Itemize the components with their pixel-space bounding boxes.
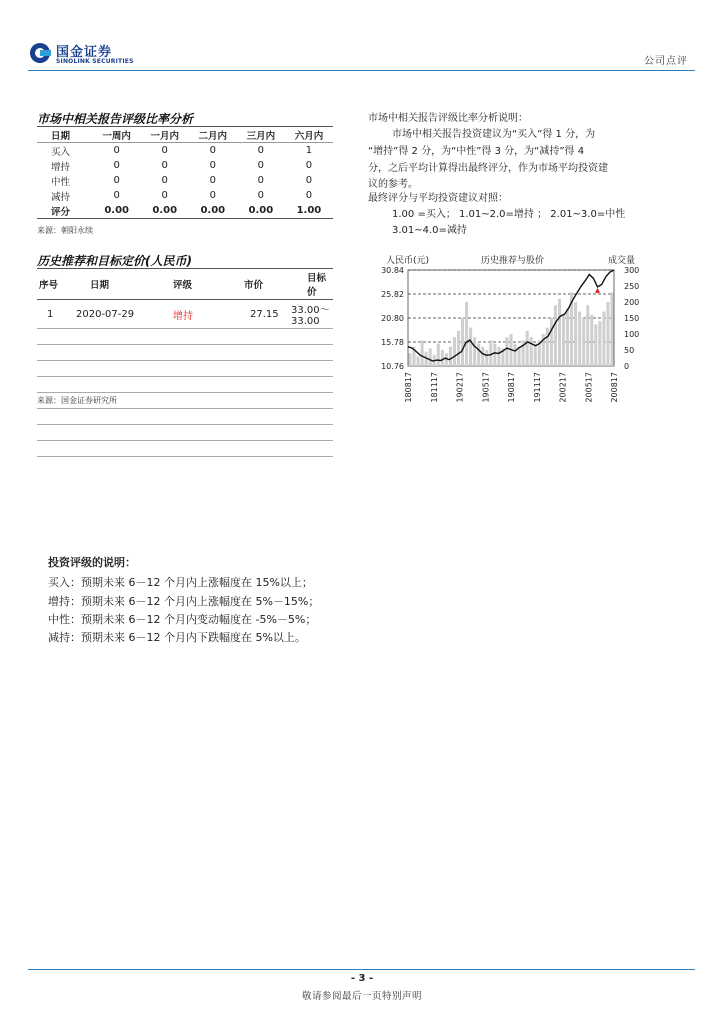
table-cell: 0 (161, 190, 168, 201)
row-label: 评分 (37, 203, 93, 219)
volume-bar (586, 305, 589, 366)
table-cell: 0 (305, 190, 313, 201)
volume-bar (489, 340, 492, 366)
table-cell: 0 (161, 160, 168, 171)
volume-bar (437, 344, 440, 366)
explanation-line: 1.00 =买入； 1.01~2.0=增持 ； 2.01~3.0=中性 (392, 209, 626, 220)
table-cell: 0 (113, 190, 120, 201)
table-cell: 0 (209, 190, 216, 201)
column-header: 日期 (76, 269, 157, 300)
footer-divider (28, 969, 695, 970)
table-cell: 0 (305, 160, 313, 171)
chart-ylabel-right: 成交量 (608, 256, 636, 266)
left-tick-label: 15.78 (381, 338, 404, 347)
volume-bar (493, 344, 496, 366)
rating-cell: 增持 (157, 300, 234, 329)
x-tick-label: 180817 (404, 372, 413, 403)
x-tick-label: 191117 (532, 372, 542, 403)
right-tick-label: 300 (624, 266, 640, 275)
volume-bar (421, 340, 424, 366)
table-row (37, 441, 333, 457)
volume-bar (465, 302, 468, 366)
explanation-heading: 市场中相关报告评级比率分析说明： (368, 113, 528, 124)
column-header: 市价 (234, 269, 291, 300)
volume-bar (558, 299, 561, 366)
history-table (37, 268, 333, 457)
table-cell: 0 (257, 160, 265, 171)
table-cell: 0 (113, 160, 120, 171)
score-cell: 0.00 (93, 203, 141, 219)
market-table-title: 市场中相关报告评级比率分析 (37, 112, 194, 126)
logo-text-cn: 国金证券 (56, 45, 113, 60)
rating-notes-title: 投资评级的说明： (48, 556, 136, 569)
volume-bar (441, 350, 444, 366)
volume-bar (505, 337, 508, 366)
table-cell: 0 (209, 175, 216, 186)
table-cell: 0 (161, 175, 168, 186)
right-tick-label: 100 (624, 330, 640, 339)
table-row (37, 361, 333, 377)
column-header: 三月内 (237, 127, 285, 143)
table-cell: 27.15 (234, 300, 291, 329)
x-tick-label: 200817 (610, 372, 619, 403)
volume-bar (473, 337, 476, 366)
table-row (37, 300, 333, 329)
table-row (37, 409, 333, 425)
sinolink-logo-icon (29, 41, 51, 65)
volume-bar (449, 347, 452, 366)
column-header: 日期 (37, 127, 93, 143)
volume-bar (518, 347, 521, 366)
right-tick-label: 200 (624, 298, 640, 307)
volume-bar (610, 292, 613, 366)
report-type-label: 公司点评 (644, 56, 688, 67)
volume-bar (598, 321, 601, 366)
volume-bar (602, 312, 605, 366)
row-label: 买入 (51, 146, 71, 158)
row-label: 中性 (51, 176, 71, 188)
volume-bar (594, 324, 597, 366)
disclaimer-note: 敬请参阅最后一页特别声明 (301, 991, 422, 1002)
left-tick-label: 20.80 (381, 314, 404, 323)
volume-bar (530, 337, 533, 366)
volume-bar (546, 328, 549, 366)
score-cell: 0.00 (141, 203, 189, 219)
volume-bar (534, 344, 537, 366)
volume-bar (497, 347, 500, 366)
table-cell: 0 (305, 175, 313, 186)
score-cell: 1.00 (285, 203, 333, 219)
page-number: - 3 - (350, 973, 374, 984)
table-row (37, 377, 333, 393)
explanation-line: 市场中相关报告投资建议为“买入”得 1 分，为 (392, 129, 596, 140)
right-tick-label: 50 (624, 346, 635, 355)
rating-note-line: 减持：预期未来 6－12 个月内下跌幅度在 5%以上。 (48, 631, 306, 644)
column-header: 目标价 (291, 269, 333, 300)
volume-bar (582, 318, 585, 366)
volume-bar (550, 318, 553, 366)
column-header: 评级 (157, 269, 234, 300)
row-label: 减持 (51, 191, 71, 203)
right-tick-label: 150 (624, 314, 640, 323)
history-table-source: 来源：国金证券研究所 (37, 396, 117, 405)
table-cell: 1 (37, 300, 76, 329)
right-tick-label: 0 (624, 362, 630, 371)
table-cell: 33.00～33.00 (291, 300, 333, 329)
volume-bar (461, 318, 464, 366)
score-cell: 0.00 (237, 203, 285, 219)
volume-bar (590, 315, 593, 366)
volume-bar (554, 305, 557, 366)
table-cell: 2020-07-29 (76, 300, 157, 329)
table-cell: 0 (209, 145, 216, 156)
rating-note-line: 增持：预期未来 6－12 个月内上涨幅度在 5%－15%； (48, 595, 320, 608)
x-tick-label: 200217 (558, 372, 568, 403)
explanation-line: 最终评分与平均投资建议对照： (368, 193, 508, 204)
table-cell: 0 (113, 145, 120, 156)
volume-bar (409, 353, 412, 366)
table-cell: 0 (257, 175, 265, 186)
volume-bar (457, 331, 460, 366)
x-tick-label: 181117 (429, 372, 439, 403)
table-cell: 1 (305, 145, 313, 156)
table-cell: 0 (161, 145, 168, 156)
volume-bar (562, 315, 565, 366)
explanation-line: 3.01~4.0=减持 (392, 225, 467, 236)
column-header: 序号 (37, 269, 76, 300)
chart-ylabel-left: 人民币(元) (386, 256, 430, 266)
volume-bar (606, 302, 609, 366)
volume-bar (526, 331, 529, 366)
column-header: 一周内 (93, 127, 141, 143)
left-tick-label: 10.76 (381, 362, 404, 371)
volume-bar (417, 356, 420, 366)
explanation-line: 分，之后平均计算得出最终评分，作为市场平均投资建 (368, 163, 608, 174)
table-row (37, 143, 333, 159)
chart-title: 历史推荐与股价 (481, 256, 545, 266)
explanation-line: 议的参考。 (368, 179, 418, 190)
x-tick-label: 200517 (584, 372, 594, 403)
table-cell: 0 (209, 160, 216, 171)
column-header: 六月内 (285, 127, 333, 143)
x-tick-label: 190517 (481, 372, 491, 403)
table-row (37, 173, 333, 188)
volume-bar (477, 344, 480, 366)
rating-note-line: 中性：预期未来 6－12 个月内变动幅度在 -5%－5%； (48, 613, 317, 626)
table-row (37, 188, 333, 203)
table-row (37, 425, 333, 441)
history-table-title: 历史推荐和目标定价(人民币) (37, 254, 192, 268)
score-row (37, 203, 333, 219)
recommendation-marker (595, 288, 600, 293)
left-tick-label: 25.82 (381, 290, 404, 299)
left-tick-label: 30.84 (381, 266, 404, 275)
table-cell: 0 (257, 190, 265, 201)
volume-bar (485, 350, 488, 366)
column-header: 二月内 (189, 127, 237, 143)
market-table-source: 来源：朝阳永续 (37, 226, 93, 235)
rating-note-line: 买入：预期未来 6－12 个月内上涨幅度在 15%以上； (48, 576, 313, 589)
row-label: 增持 (51, 161, 71, 173)
table-cell: 0 (257, 145, 265, 156)
table-cell: 0 (113, 175, 120, 186)
x-tick-label: 190817 (507, 372, 516, 403)
table-row (37, 329, 333, 345)
table-row (37, 158, 333, 173)
volume-bar (453, 337, 456, 366)
header-divider (28, 70, 695, 71)
right-tick-label: 250 (624, 282, 640, 291)
column-header: 一月内 (141, 127, 189, 143)
table-header-row (37, 269, 333, 300)
market-rating-table (37, 126, 333, 219)
logo-text-en: SINOLINK SECURITIES (56, 58, 134, 65)
explanation-line: “增持”得 2 分，为“中性”得 3 分，为“减持”得 4 (368, 146, 585, 157)
score-cell: 0.00 (189, 203, 237, 219)
volume-bar (481, 347, 484, 366)
x-tick-label: 190217 (455, 372, 465, 403)
volume-bar (574, 302, 577, 366)
table-row (37, 345, 333, 361)
volume-bar (578, 312, 581, 366)
price-volume-chart (368, 250, 658, 420)
volume-bar (429, 348, 432, 366)
volume-bar (514, 344, 517, 366)
table-header-row (37, 127, 333, 143)
volume-bar (566, 308, 569, 366)
volume-bar (469, 328, 472, 366)
